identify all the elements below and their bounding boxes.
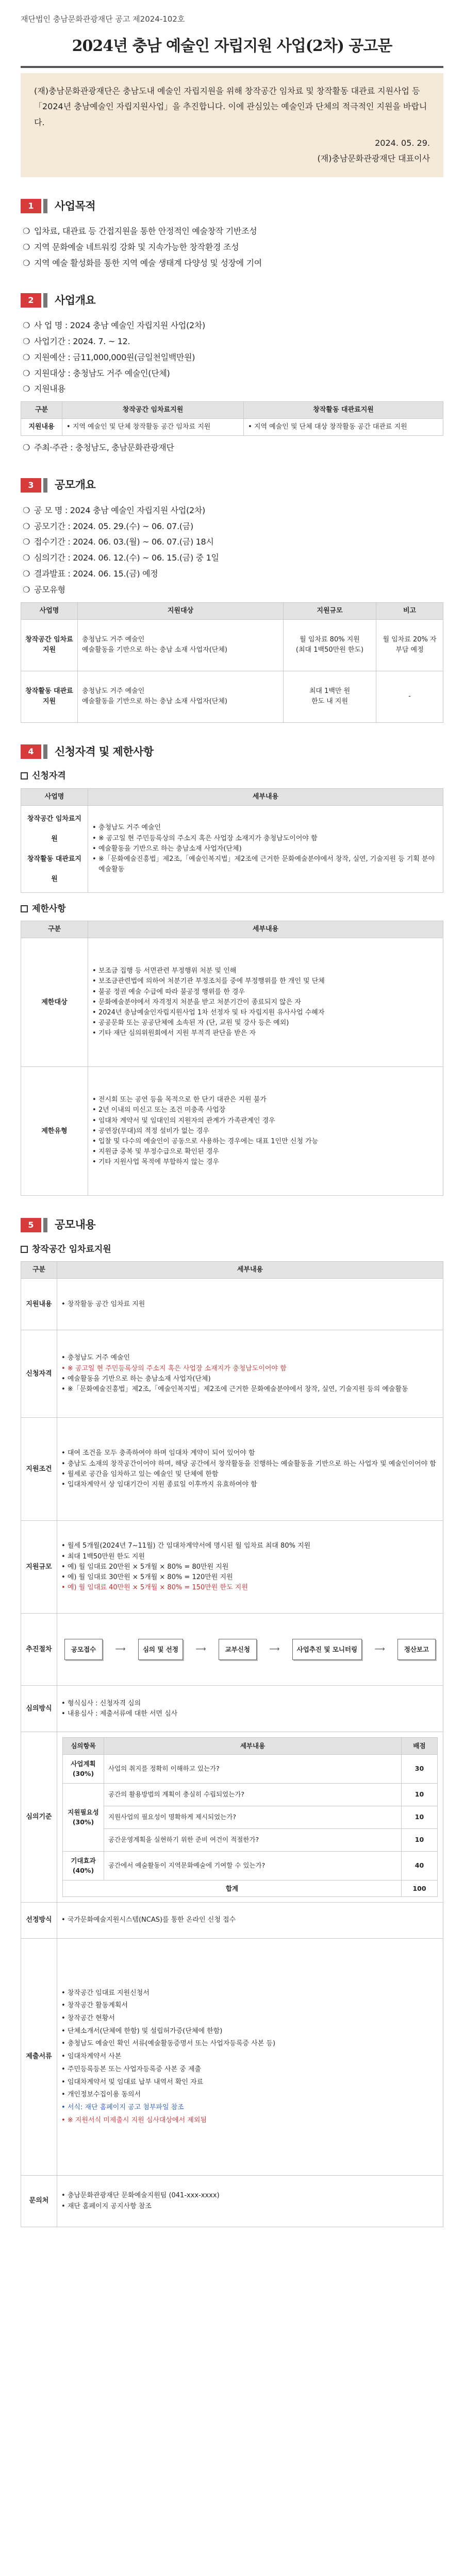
table-cell: 사업의 취지를 정확히 이해하고 있는가? bbox=[104, 1754, 402, 1783]
table-header: 세부내용 bbox=[88, 788, 443, 805]
table-cell: 합계 bbox=[63, 1880, 402, 1896]
table-cell: 지원내용 bbox=[21, 1279, 57, 1330]
table-header: 사업명 bbox=[21, 602, 78, 619]
section-bar bbox=[43, 199, 47, 213]
rent-support-table bbox=[21, 1261, 443, 2227]
table-cell: • 형식심사 : 신청자격 심의 • 내용심사 : 제출서류에 대한 서면 심사 bbox=[57, 1686, 443, 1732]
table-header: 구분 bbox=[21, 921, 88, 938]
table-row bbox=[21, 1418, 443, 1521]
section-header-3 bbox=[21, 477, 443, 494]
table-header: 사업명 bbox=[21, 788, 88, 805]
square-bullet-icon bbox=[21, 1246, 28, 1253]
table-row bbox=[21, 419, 443, 436]
page-title: 2024년 충남 예술인 자립지원 사업(2차) 공고문 bbox=[21, 25, 443, 68]
list-item: ❍ 지역 예술 활성화를 통한 지역 예술 생태계 다양성 및 성장에 기여 bbox=[21, 256, 443, 272]
flow-step: 정산보고 bbox=[397, 1639, 436, 1660]
flow-step: 심의 및 선정 bbox=[138, 1639, 183, 1660]
table-row bbox=[21, 1903, 443, 1939]
section-header-4 bbox=[21, 743, 443, 760]
table-cell: • 지역 예술인 및 단체 창작활동 공간 임차료 지원 bbox=[62, 419, 244, 436]
arrow-right-icon: ⟶ bbox=[195, 1645, 206, 1653]
subsection-title: 제한사항 bbox=[21, 902, 443, 916]
circle-bullet-icon: ❍ bbox=[23, 443, 30, 453]
list-item: ❍ 공모유형 bbox=[21, 582, 443, 598]
table-cell: 10 bbox=[402, 1828, 438, 1851]
table-cell: 10 bbox=[402, 1783, 438, 1806]
table-cell: 40 bbox=[402, 1851, 438, 1880]
table-cell: • 충청남도 거주 예술인 • ※ 공고일 현 주민등록상의 주소지 혹은 사업장 소재지가 충청남도이어야 함 • 예술활동을 기반으로 하는 충남소재 사업자(단체) • ※「문화예술진흥법」제2조,「예술인복지법」제2조에 근거한 문화예술분야에서 창작, 실연, 기술지원 등 기획 분야 예술활동 bbox=[88, 805, 443, 892]
table-row bbox=[21, 1279, 443, 1330]
section-bar bbox=[43, 744, 47, 759]
list-item: ❍ 결과발표 : 2024. 06. 15.(금) 예정 bbox=[21, 566, 443, 582]
circle-bullet-icon: ❍ bbox=[23, 242, 30, 252]
list-item: ❍ 사업기간 : 2024. 7. ~ 12. bbox=[21, 334, 443, 350]
purpose-list bbox=[21, 224, 443, 271]
list-item: ❍ 접수기간 : 2024. 06. 03.(월) ~ 06. 07.(금) 18시 bbox=[21, 534, 443, 550]
table-cell: 추진절차 bbox=[21, 1614, 57, 1686]
table-cell: 100 bbox=[402, 1880, 438, 1896]
table-cell: 창작공간 임차료지원 창작활동 대관료지원 bbox=[21, 805, 88, 892]
table-cell: 충청남도 거주 예술인 예술활동을 기반으로 하는 충남 소재 사업자(단체) bbox=[78, 671, 284, 722]
list-item: ❍ 지원대상 : 충청남도 거주 예술인(단체) bbox=[21, 366, 443, 382]
section-title: 신청자격 및 제한사항 bbox=[55, 745, 154, 758]
circle-bullet-icon: ❍ bbox=[23, 352, 30, 362]
table-cell: 지원규모 bbox=[21, 1521, 57, 1614]
table-cell: 제한유형 bbox=[21, 1067, 88, 1196]
section-header-2 bbox=[21, 292, 443, 309]
flow-step: 사업추진 및 모니터링 bbox=[292, 1639, 362, 1660]
table-cell: • 보조금 집행 등 서면관련 부정행위 처분 및 인해 • 보조금관련법에 의하여 처분기관 부정조치를 중에 부정행위를 한 개인 및 단체 • 불공 정권 예술 수급에 따라 불공정 행위를 한 경우 • 문화예술분야에서 자격정지 처분을 받고 처분기간이 종료되지 않은 자 • 2024년 충남예술인자립지원사업 1차 선정자 및 타 자립지원 유사사업 수혜자 • 공공문화 또는 공공단체에 소속된 자 (단, 교원 및 강사 등은 예외) • 기타 재단 심의위원회에서 지원 부적격 판단을 받은 자 bbox=[88, 938, 443, 1067]
section-number: 5 bbox=[21, 1218, 41, 1232]
support-content-table bbox=[21, 401, 443, 436]
table-cell: 충청남도 거주 예술인 예술활동을 기반으로 하는 충남 소재 사업자(단체) bbox=[78, 619, 284, 671]
circle-bullet-icon: ❍ bbox=[23, 537, 30, 547]
table-header: 구분 bbox=[21, 402, 62, 419]
section-number: 2 bbox=[21, 293, 41, 308]
table-cell: 10 bbox=[402, 1806, 438, 1828]
circle-bullet-icon: ❍ bbox=[23, 384, 30, 394]
intro-text: (재)충남문화관광재단은 충남도내 예술인 자립지원을 위해 창작공간 임차료 및 창작활동 대관료 지원사업 등「2024년 충남예술인 자립지원사업」을 추진합니다. 이에 관심있는 예술인과 단체의 적극적인 지원을 바랍니다. bbox=[34, 86, 427, 127]
list-item: ❍ 지원예산 : 금11,000,000원(금일천일백만원) bbox=[21, 350, 443, 366]
table-cell: 창작공간 임차료지원 bbox=[21, 619, 78, 671]
table-cell: • 국가문화예술지원시스템(NCAS)를 통한 온라인 신청 접수 bbox=[57, 1903, 443, 1939]
arrow-right-icon: ⟶ bbox=[269, 1645, 280, 1653]
table-cell: 지원필요성 (30%) bbox=[63, 1783, 104, 1851]
circle-bullet-icon: ❍ bbox=[23, 258, 30, 268]
list-item: ❍ 심의기간 : 2024. 06. 12.(수) ~ 06. 15.(금) 중 1일 bbox=[21, 550, 443, 566]
flow-step: 공모접수 bbox=[64, 1639, 103, 1660]
list-item: ❍ 지역 문화예술 네트워킹 강화 및 지속가능한 창작환경 조성 bbox=[21, 240, 443, 256]
intro-org: (재)충남문화관광재단 대표이사 bbox=[317, 154, 430, 164]
circle-bullet-icon: ❍ bbox=[23, 584, 30, 595]
process-flow bbox=[61, 1633, 439, 1666]
table-row bbox=[21, 805, 443, 892]
table-cell: • 충청남도 거주 예술인 • ※ 공고일 현 주민등록상의 주소지 혹은 사업장 소재지가 충청남도이어야 함 • 예술활동을 기반으로 하는 충남소재 사업자(단체) • ※「문화예술진흥법」제2조,「예술인복지법」제2조에 근거한 문화예술분야에서 창작, 실연, 기술지원 등의 예술활동 bbox=[57, 1330, 443, 1418]
section-number: 1 bbox=[21, 199, 41, 213]
section-header-5 bbox=[21, 1216, 443, 1233]
table-cell: 공간운영계획을 실현하기 위한 준비 여건이 적절한가? bbox=[104, 1828, 402, 1851]
section-bar bbox=[43, 1218, 47, 1232]
contest-type-table bbox=[21, 602, 443, 723]
circle-bullet-icon: ❍ bbox=[23, 226, 30, 236]
table-row bbox=[21, 1614, 443, 1686]
table-cell: • 창작활동 공간 임차료 지원 bbox=[57, 1279, 443, 1330]
intro-box bbox=[21, 73, 443, 177]
square-bullet-icon bbox=[21, 905, 28, 912]
table-row bbox=[63, 1880, 438, 1896]
table-row bbox=[63, 1828, 438, 1851]
table-header: 배점 bbox=[402, 1738, 438, 1754]
table-header: 세부내용 bbox=[104, 1738, 402, 1754]
table-cell: • 창작공간 임대료 지원신청서 • 창작공간 활동계획서 • 창작공간 현황서 • 단체소개서(단체에 한함) 및 설립허가증(단체에 한함) • 충청남도 예술인 확인 서류(예술활동증명서 또는 사업자등록증 사본 등) • 임대차계약서 사본 • 주민등록등본 또는 사업자등록증 사본 중 제출 • 임대차계약서 및 임대료 납부 내역서 확인 자료 • 개인정보수집이용 동의서 • 서식: 재단 홈페이지 공고 첨부파일 참조 • ※ 지원서식 미제출시 지원 심사대상에서 제외됨 bbox=[57, 1939, 443, 2176]
list-item: ❍ 주최·주관 : 충청남도, 충남문화관광재단 bbox=[21, 440, 443, 456]
table-row bbox=[63, 1806, 438, 1828]
list-item: ❍ 공모기간 : 2024. 05. 29.(수) ~ 06. 07.(금) bbox=[21, 519, 443, 535]
table-header: 창작활동 대관료지원 bbox=[244, 402, 443, 419]
arrow-right-icon: ⟶ bbox=[374, 1645, 385, 1653]
table-header: 세부내용 bbox=[88, 921, 443, 938]
section-bar bbox=[43, 478, 47, 493]
table-row bbox=[63, 1851, 438, 1880]
table-header: 세부내용 bbox=[57, 1262, 443, 1279]
table-row bbox=[21, 938, 443, 1067]
table-row bbox=[21, 1330, 443, 1418]
table-header: 구분 bbox=[21, 1262, 57, 1279]
subsection-title: 창작공간 임차료지원 bbox=[21, 1243, 443, 1256]
circle-bullet-icon: ❍ bbox=[23, 521, 30, 531]
table-cell: 공간에서 예술활동이 지역문화예술에 기여할 수 있는가? bbox=[104, 1851, 402, 1880]
table-row bbox=[21, 671, 443, 722]
circle-bullet-icon: ❍ bbox=[23, 553, 30, 563]
table-cell: 문의처 bbox=[21, 2176, 57, 2227]
list-item: ❍ 사 업 명 : 2024 충남 예술인 자립지원 사업(2차) bbox=[21, 318, 443, 334]
section-bar bbox=[43, 293, 47, 308]
section-title: 공모내용 bbox=[55, 1218, 96, 1231]
section-header-1 bbox=[21, 198, 443, 215]
table-cell: 심의방식 bbox=[21, 1686, 57, 1732]
section-title: 사업목적 bbox=[55, 199, 96, 212]
arrow-right-icon: ⟶ bbox=[115, 1645, 126, 1653]
table-cell: 지원사업의 필요성이 명확하게 제시되었는가? bbox=[104, 1806, 402, 1828]
section-title: 공모개요 bbox=[55, 479, 96, 492]
list-item: ❍ 공 모 명 : 2024 충남 예술인 자립지원 사업(2차) bbox=[21, 503, 443, 519]
table-row bbox=[21, 1521, 443, 1614]
criteria-table bbox=[62, 1737, 438, 1897]
table-cell: • 전시회 또는 공연 등을 목적으로 한 단기 대관은 지원 불가 • 2년 이내의 미신고 또는 조건 미충족 사업장 • 임대차 계약서 및 임대인의 지원자의 관계가 가족관계인 경우 • 공연장(무대)의 적정 설비가 없는 경우 • 입찰 및 다수의 예술인이 공동으로 사용하는 경우에는 대표 1인만 신청 가능 • 지원금 중복 및 부정수급으로 확인된 경우 • 기타 지원사업 목적에 부합하지 않는 경우 bbox=[88, 1067, 443, 1196]
table-row bbox=[21, 1939, 443, 2176]
table-cell: 심의기준 bbox=[21, 1732, 57, 1903]
table-row bbox=[21, 1732, 443, 1903]
table-cell: 기대효과 (40%) bbox=[63, 1851, 104, 1880]
section-number: 3 bbox=[21, 478, 41, 493]
circle-bullet-icon: ❍ bbox=[23, 320, 30, 331]
circle-bullet-icon: ❍ bbox=[23, 336, 30, 346]
table-cell: 지원조건 bbox=[21, 1418, 57, 1521]
section-number: 4 bbox=[21, 744, 41, 759]
table-cell: 사업계획 (30%) bbox=[63, 1754, 104, 1783]
table-row bbox=[21, 2176, 443, 2227]
intro-date: 2024. 05. 29. bbox=[375, 138, 430, 148]
list-item: ❍ 입차료, 대관료 등 간접지원을 통한 안정적인 예술창작 기반조성 bbox=[21, 224, 443, 240]
table-cell: • 대여 조건을 모두 충족하여야 하며 임대차 계약이 되어 있어야 함 • 충남도 소재의 창작공간이어야 하며, 해당 공간에서 창작활동을 진행하는 예술활동을 기반으로 하는 사업자 및 예술인이어야 함 • 월세로 공간을 임차하고 있는 예술인 및 단체에 한함 • 입대차계약서 상 임대기간이 지원 종료일 이후까지 유효하여야 함 bbox=[57, 1418, 443, 1521]
table-row bbox=[21, 1686, 443, 1732]
table-cell bbox=[57, 1732, 443, 1903]
table-row bbox=[63, 1783, 438, 1806]
table-cell: 신청자격 bbox=[21, 1330, 57, 1418]
eligibility-table bbox=[21, 788, 443, 893]
overview-list bbox=[21, 318, 443, 397]
table-cell: 공간의 활용방법의 계획이 충실히 수립되었는가? bbox=[104, 1783, 402, 1806]
table-header: 창작공간 임차료지원 bbox=[62, 402, 244, 419]
table-row bbox=[63, 1754, 438, 1783]
section-title: 사업개요 bbox=[55, 294, 96, 307]
table-cell: • 월세 5개월(2024년 7~11월) 간 임대차계약서에 명시된 월 임차료 최대 80% 지원 • 최대 1백50만원 한도 지원 • 예) 월 임대료 20만원 × 5개월 × 80% = 80만원 지원 • 예) 월 임대료 30만원 × 5개월 × 80% = 120만원 지원 • 예) 월 임대료 40만원 × 5개월 × 80% = 150만원 한도 지원 bbox=[57, 1521, 443, 1614]
table-header: 비고 bbox=[376, 602, 443, 619]
table-cell: • 충남문화관광재단 문화예술지원팀 (041-xxx-xxxx) • 재단 홈페이지 공지사항 참조 bbox=[57, 2176, 443, 2227]
restriction-table bbox=[21, 921, 443, 1196]
table-cell: 월 임차료 80% 지원 (최대 1백50만원 한도) bbox=[284, 619, 376, 671]
circle-bullet-icon: ❍ bbox=[23, 568, 30, 579]
table-header: 지원대상 bbox=[78, 602, 284, 619]
circle-bullet-icon: ❍ bbox=[23, 505, 30, 515]
contest-list bbox=[21, 503, 443, 598]
list-item: ❍ 지원내용 bbox=[21, 381, 443, 397]
table-cell: - bbox=[376, 671, 443, 722]
table-cell: 지원내용 bbox=[21, 419, 62, 436]
table-cell: 창작활동 대관료지원 bbox=[21, 671, 78, 722]
table-header: 지원규모 bbox=[284, 602, 376, 619]
table-cell: 최대 1백만 원 한도 내 지원 bbox=[284, 671, 376, 722]
subsection-title: 신청자격 bbox=[21, 769, 443, 783]
table-cell: 선정방식 bbox=[21, 1903, 57, 1939]
table-cell: 월 임차료 20% 자부담 예정 bbox=[376, 619, 443, 671]
flow-step: 교부신청 bbox=[219, 1639, 257, 1660]
table-row bbox=[21, 619, 443, 671]
table-cell: • 지역 예술인 및 단체 대상 창작활동 공간 대관료 지원 bbox=[244, 419, 443, 436]
notice-number: 재단법인 충남문화관광재단 공고 제2024-102호 bbox=[21, 14, 185, 24]
square-bullet-icon bbox=[21, 772, 28, 779]
table-row bbox=[21, 1067, 443, 1196]
circle-bullet-icon: ❍ bbox=[23, 368, 30, 378]
table-cell bbox=[57, 1614, 443, 1686]
table-cell: 제출서류 bbox=[21, 1939, 57, 2176]
table-header: 심의항목 bbox=[63, 1738, 104, 1754]
table-cell: 제한대상 bbox=[21, 938, 88, 1067]
table-cell: 30 bbox=[402, 1754, 438, 1783]
